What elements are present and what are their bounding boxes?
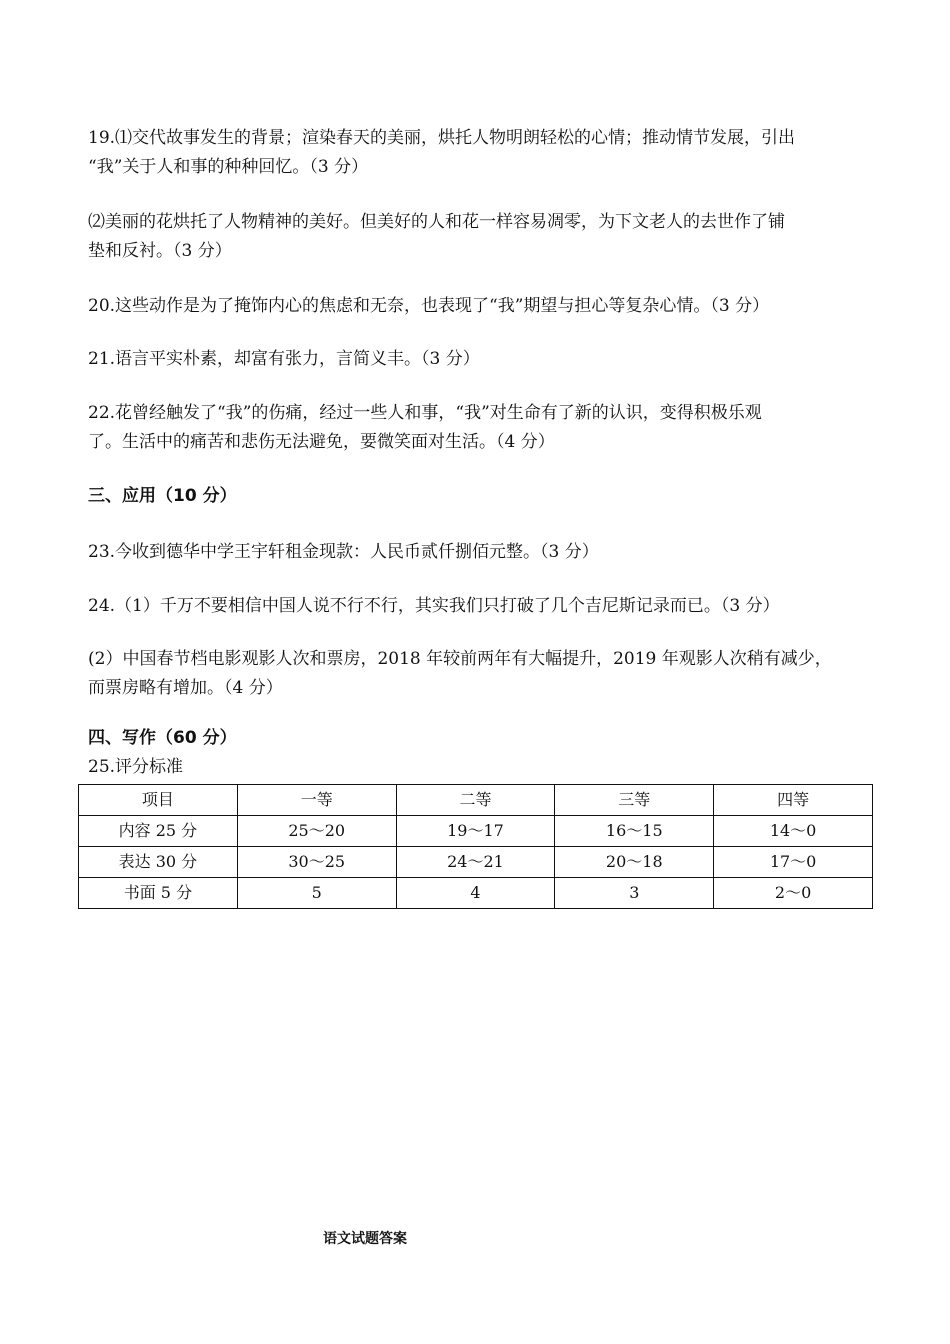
section-heading-application: 三、应用（10 分） [88,486,237,506]
table-row [79,847,873,878]
answer-q19-1 [88,124,878,182]
table-cell: 14～0 [714,816,873,847]
table-cell: 2～0 [714,878,873,909]
answer-q21 [88,345,878,374]
table-header-cell: 三等 [555,785,714,816]
table-header-cell: 一等 [237,785,396,816]
table-row [79,816,873,847]
table-row [79,878,873,909]
table-cell: 4 [396,878,555,909]
section-heading-writing: 四、写作（60 分） [88,728,237,748]
answer-line: 垫和反衬。（3 分） [88,241,232,261]
table-cell: 19～17 [396,816,555,847]
table-cell: 17～0 [714,847,873,878]
table-cell: 20～18 [555,847,714,878]
table-cell: 5 [237,878,396,909]
answer-q24-1 [88,592,878,621]
answer-line: 22.花曾经触发了“我”的伤痛，经过一些人和事，“我”对生命有了新的认识，变得积极乐观 [88,403,762,423]
answer-line: (2）中国春节档电影观影人次和票房，2018 年较前两年有大幅提升，2019 年观影人次稍有减少， [88,649,832,669]
answer-line: 19.⑴交代故事发生的背景；渲染春天的美丽，烘托人物明朗轻松的心情；推动情节发展，引出 [88,128,796,148]
table-cell: 16～15 [555,816,714,847]
answer-line: 了。生活中的痛苦和悲伤无法避免，要微笑面对生活。（4 分） [88,432,555,452]
table-header-row [79,785,873,816]
answer-line: 23.今收到德华中学王宇轩租金现款：人民币贰仟捌佰元整。（3 分） [88,542,599,562]
answer-q19-2 [88,208,878,266]
table-cell: 3 [555,878,714,909]
grading-table [78,784,873,909]
answer-q23 [88,538,878,567]
answer-line: 20.这些动作是为了掩饰内心的焦虑和无奈，也表现了“我”期望与担心等复杂心情。（3 分） [88,296,770,316]
table-header-cell: 项目 [79,785,238,816]
answer-q22 [88,399,878,457]
table-cell: 30～25 [237,847,396,878]
answer-line: 而票房略有增加。（4 分） [88,678,283,698]
answer-line: ⑵美丽的花烘托了人物精神的美好。但美好的人和花一样容易凋零，为下文老人的去世作了铺 [88,212,785,232]
answer-line: 24.（1）千万不要相信中国人说不行不行，其实我们只打破了几个吉尼斯记录而已。（3 分） [88,596,780,616]
table-cell: 表达 30 分 [79,847,238,878]
page-footer: 语文试题答案 [323,1231,407,1247]
table-cell: 25～20 [237,816,396,847]
table-cell: 24～21 [396,847,555,878]
table-header-cell: 二等 [396,785,555,816]
answer-q20 [88,292,878,321]
answer-line: “我”关于人和事的种种回忆。（3 分） [88,157,369,177]
answer-line: 21.语言平实朴素，却富有张力，言简义丰。（3 分） [88,349,480,369]
table-cell: 书面 5 分 [79,878,238,909]
table-header-cell: 四等 [714,785,873,816]
table-cell: 内容 25 分 [79,816,238,847]
answer-q24-2 [88,645,878,703]
table-caption: 25.评分标准 [88,757,184,777]
